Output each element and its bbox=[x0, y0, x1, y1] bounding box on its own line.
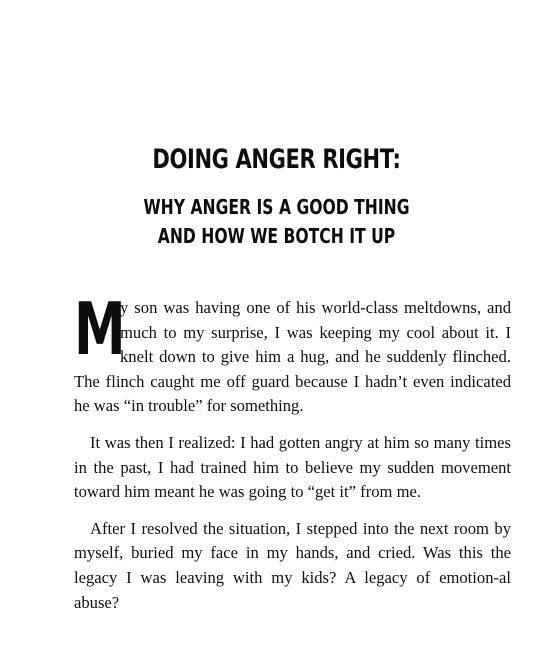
paragraph-3: After I resolved the situation, I stepped into the next room by myself, buried my face in my hands, and cried. Was this the legacy I was leaving with my kids? A legacy of emotion-al abuse? bbox=[74, 518, 511, 612]
chapter-body bbox=[74, 287, 511, 627]
paragraph-1 bbox=[74, 287, 511, 419]
chapter-subtitle bbox=[61, 193, 492, 251]
chapter-title: DOING ANGER RIGHT: bbox=[152, 144, 401, 175]
subtitle-line-2: AND HOW WE BOTCH IT UP bbox=[157, 224, 396, 248]
paragraph-2: It was then I realized: I had gotten angry at him so many times in the past, I had trained him to believe my sudden movement toward him meant he was going to “get it” from me. bbox=[74, 432, 511, 502]
subtitle-line-1: WHY ANGER IS A GOOD THING bbox=[143, 195, 410, 219]
drop-cap: M bbox=[74, 287, 126, 371]
paragraph-1-text: y son was having one of his world-class meltdowns, and much to my surprise, I was keeping my cool about it. I knelt down to give him a hug, and he suddenly flinched. The flinch caught me off guard because I hadn’t even indicated he was “in trouble” for something. bbox=[74, 298, 511, 416]
